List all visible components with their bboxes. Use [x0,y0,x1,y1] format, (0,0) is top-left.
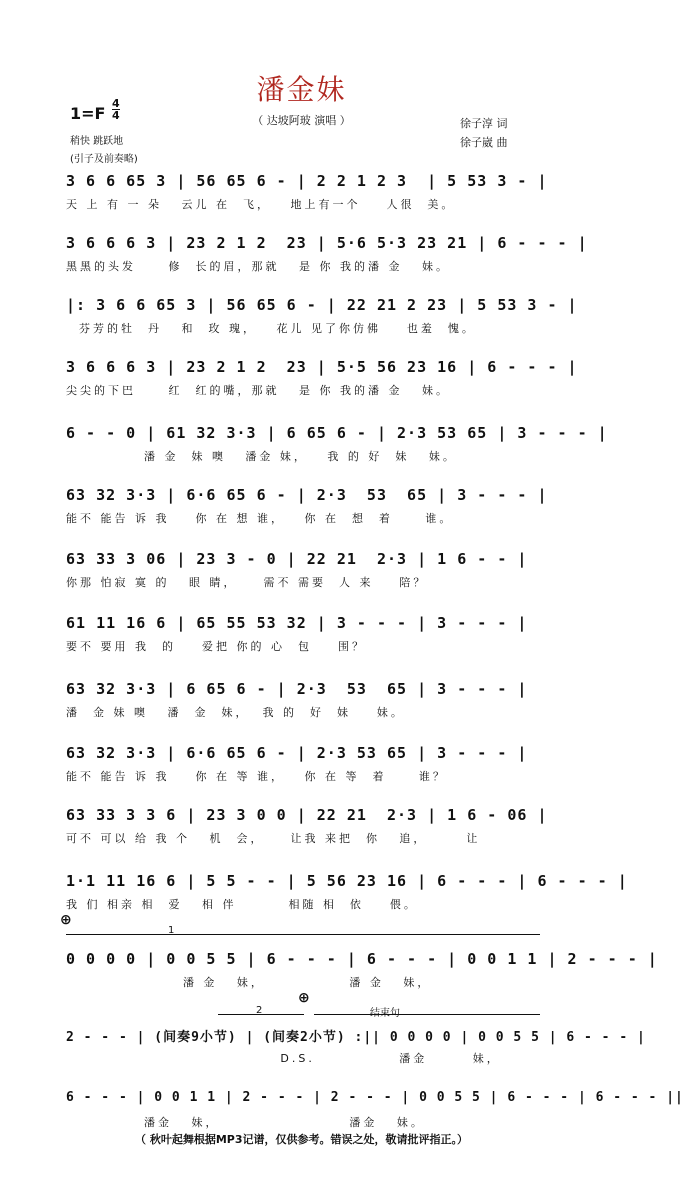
lyric-line: 潘 金 妹 噢 潘 金 妹， 我 的 好 妹 妹。 [66,706,405,719]
coda-sign-icon: ⊕ [298,990,310,1006]
notation-line: 63 32 3·3 | 6·6 65 6 - | 2·3 53 65 | 3 - - - | [66,486,548,504]
transcription-footnote: （ 秋叶起舞根据MP3记谱，仅供参考。错误之处，敬请批评指正。） [135,1133,468,1146]
composer-credit: 徐子崴 曲 [460,136,508,149]
volta-bracket-1 [66,934,540,935]
notation-line: 0 0 0 0 | 0 0 5 5 | 6 - - - | 6 - - - | 0 0 1 1 | 2 - - - | [66,950,658,968]
intro-note: (引子及前奏略) [70,154,138,165]
volta-1-label: 1 [168,925,175,936]
lyric-line: 潘金 妹， 潘金 妹。 [66,1116,425,1129]
lyric-line: D.S. 潘金 妹， [66,1052,501,1065]
notation-line: 61 11 16 6 | 65 55 53 32 | 3 - - - | 3 - - - | [66,614,528,632]
notation-line: 3 6 6 6 3 | 23 2 1 2 23 | 5·6 5·3 23 21 | 6 - - - | [66,234,588,252]
notation-line: 6 - - 0 | 61 32 3·3 | 6 65 6 - | 2·3 53 65 | 3 - - - | [66,424,608,442]
notation-line: 63 33 3 3 6 | 23 3 0 0 | 22 21 2·3 | 1 6 - 06 | [66,806,548,824]
lyric-line: 要不 要用 我 的 爱把 你的 心 包 围？ [66,640,366,653]
notation-line: 63 32 3·3 | 6·6 65 6 - | 2·3 53 65 | 3 - - - | [66,744,528,762]
lyric-line: 能不 能告 诉 我 你 在 想 谁， 你 在 想 着 谁。 [66,512,454,525]
notation-line: 63 32 3·3 | 6 65 6 - | 2·3 53 65 | 3 - - - | [66,680,528,698]
key-signature: 1=F [70,104,106,123]
notation-line: 6 - - - | 0 0 1 1 | 2 - - - | 2 - - - | 0 0 5 5 | 6 - - - | 6 - - - || [66,1090,684,1105]
lyric-line: 芬芳的牡 丹 和 玫 瑰， 花儿 见了你仿佛 也羞 愧。 [66,322,476,335]
lyric-line: 天 上 有 一 朵 云儿 在 飞， 地上有一个 人很 美。 [66,198,456,211]
ending-bracket [314,1014,540,1015]
coda-sign-icon: ⊕ [60,912,72,928]
notation-line: 3 6 6 6 3 | 23 2 1 2 23 | 5·5 56 23 16 | 6 - - - | [66,358,578,376]
time-signature-top: 4 [112,97,120,110]
notation-line: 63 33 3 06 | 23 3 - 0 | 22 21 2·3 | 1 6 - - | [66,550,528,568]
notation-line: 1·1 11 16 6 | 5 5 - - | 5 56 23 16 | 6 - - - | 6 - - - | [66,872,628,890]
notation-line: 3 6 6 65 3 | 56 65 6 - | 2 2 1 2 3 | 5 53 3 - | [66,172,548,190]
time-signature [112,98,120,121]
lyric-line: 黑黑的头发 修 长的眉，那就 是 你 我的潘 金 妹。 [66,260,450,273]
notation-line: |: 3 6 6 65 3 | 56 65 6 - | 22 21 2 23 | 5 53 3 - | [66,296,578,314]
lyric-line: 潘 金 妹， 潘 金 妹， [66,976,432,989]
lyric-line: 能不 能告 诉 我 你 在 等 谁， 你 在 等 着 谁？ [66,770,447,783]
volta-2-label: 2 [256,1005,263,1016]
lyric-line: 潘 金 妹 噢 潘金 妹， 我 的 好 妹 妹。 [66,450,457,463]
notation-line: 2 - - - | (间奏9小节) | (间奏2小节) :|| 0 0 0 0 | 0 0 5 5 | 6 - - - | [66,1030,646,1045]
tempo-marking: 稍快 跳跃地 [70,136,124,147]
lyric-line: 我 们 相亲 相 爱 相 伴 相随 相 依 偎。 [66,898,418,911]
lyricist-credit: 徐子淳 词 [460,117,508,130]
ending-label: 结束句 [370,1008,400,1019]
performer-credit: （ 达坡阿玻 演唱 ） [252,114,351,127]
time-signature-bottom: 4 [112,109,120,122]
lyric-line: 可不 可以 给 我 个 机 会， 让我 来把 你 追， 让 [66,832,481,845]
lyric-line: 尖尖的下巴 红 红的嘴，那就 是 你 我的潘 金 妹。 [66,384,450,397]
lyric-line: 你那 怕寂 寞 的 眼 睛， 需不 需要 人 来 陪？ [66,576,428,589]
song-title: 潘金妹 [256,73,347,106]
